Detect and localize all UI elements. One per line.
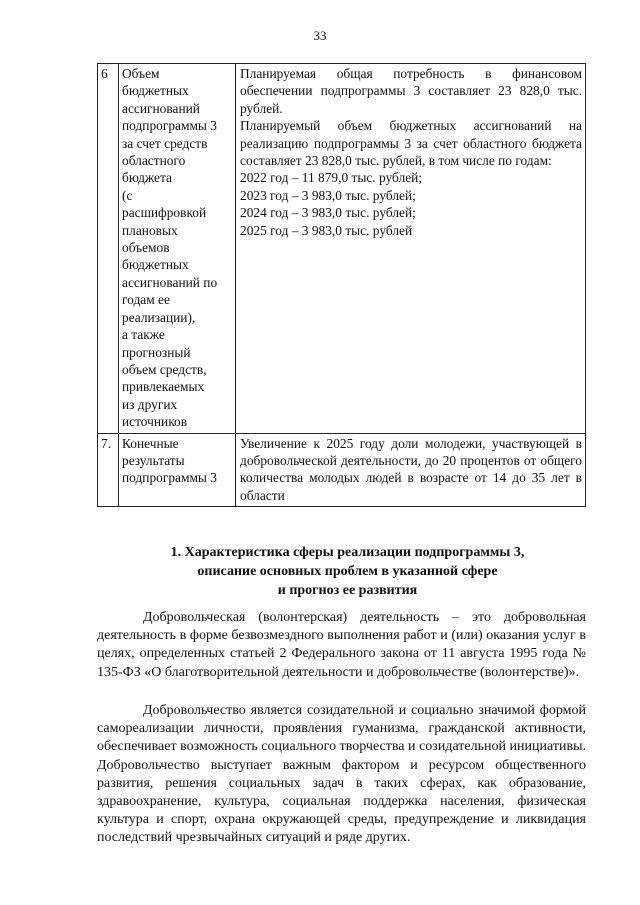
value-cell: [236, 64, 586, 434]
value-paragraph: Увеличение к 2025 году доли молодежи, участвующей в добровольческой деятельности, до 20 процентов от общего количества молодых людей в возрасте от 14 до 35 лет в области: [240, 435, 582, 503]
parameter-line: бюджетных: [122, 83, 189, 99]
value-year-line: 2024 год – 3 983,0 тыс. рублей;: [240, 205, 416, 221]
parameter-line: результаты: [122, 452, 185, 468]
parameter-line: прогнозный: [122, 344, 191, 360]
parameter-line: (с: [122, 187, 133, 203]
body-paragraph: Добровольчество является созидательной и социально значимой формой самореализации личности, проявления гуманизма, гражданской активности, обеспечивает возможность социального творчества и созидательной инициативы. Добровольчество выступает важным фактором и ресурсом общественного развития, решения социальных задач в таких сферах, как образование, здравоохранение, культура, социальная поддержка населения, физическая культура и спорт, охрана окружающей среды, предупреждение и ликвидация последствий чрезвычайных ситуаций и ряде других.: [97, 703, 586, 846]
parameter-line: бюджетных: [122, 257, 189, 273]
value-paragraph: Планируемая общая потребность в финансовом обеспечении подпрограммы 3 составляет 23 828,0 тыс. рублей.: [240, 66, 582, 116]
value-cell: [236, 433, 586, 507]
page-number: 33: [313, 28, 327, 43]
parameter-line: источников: [122, 414, 188, 430]
body-paragraph-container: [97, 609, 586, 682]
heading-line: описание основных проблем в указанной сфере: [197, 564, 498, 579]
parameter-line: объем средств,: [122, 361, 207, 377]
parameter-line: объемов: [122, 240, 170, 256]
parameter-line: подпрограммы 3: [122, 118, 217, 134]
parameter-line: годам ее: [122, 292, 170, 308]
parameter-line: Конечные: [122, 435, 179, 451]
parameter-cell: [119, 64, 236, 434]
table-row: [98, 433, 586, 507]
value-year-line: 2023 год – 3 983,0 тыс. рублей;: [240, 187, 416, 203]
parameter-line: из других: [122, 396, 178, 412]
body-paragraph: Добровольческая (волонтерская) деятельность – это добровольная деятельность в форме безвозмездного выполнения работ и (или) оказания услуг в целях, определенных статьей 2 Федерального закона от 11 августа 1995 года № 135-ФЗ «О благотворительной деятельности и добровольчестве (волонтерстве)».: [97, 610, 586, 680]
parameter-line: областного: [122, 153, 186, 169]
parameter-cell: [119, 433, 236, 507]
parameter-line: привлекаемых: [122, 379, 205, 395]
value-paragraph: Планируемый объем бюджетных ассигнований на реализацию подпрограммы 3 за счет областного бюджета составляет 23 828,0 тыс. рублей, в том числе по годам:: [240, 118, 582, 169]
table-row: [98, 64, 586, 434]
subprogram-passport-table: [97, 63, 586, 507]
parameter-line: ассигнований по: [122, 274, 218, 290]
parameter-line: ассигнований: [122, 100, 200, 116]
body-paragraph-container: [97, 702, 586, 848]
heading-line: 1. Характеристика сферы реализации подпрограммы 3,: [170, 545, 525, 560]
parameter-line: реализации),: [122, 309, 196, 325]
parameter-line: плановых: [122, 222, 178, 238]
value-year-line: 2025 год – 3 983,0 тыс. рублей: [240, 222, 413, 238]
section-heading: [110, 543, 585, 600]
parameter-line: а также: [122, 327, 165, 343]
parameter-line: подпрограммы 3: [122, 470, 217, 486]
parameter-line: за счет средств: [122, 135, 208, 151]
parameter-line: бюджета: [122, 170, 172, 186]
parameter-line: Объем: [122, 66, 160, 81]
value-year-line: 2022 год – 11 879,0 тыс. рублей;: [240, 170, 423, 186]
row-number: 6: [98, 64, 119, 434]
parameter-line: расшифровкой: [122, 205, 207, 221]
heading-line: и прогноз ее развития: [277, 583, 418, 598]
row-number: 7.: [98, 433, 119, 507]
